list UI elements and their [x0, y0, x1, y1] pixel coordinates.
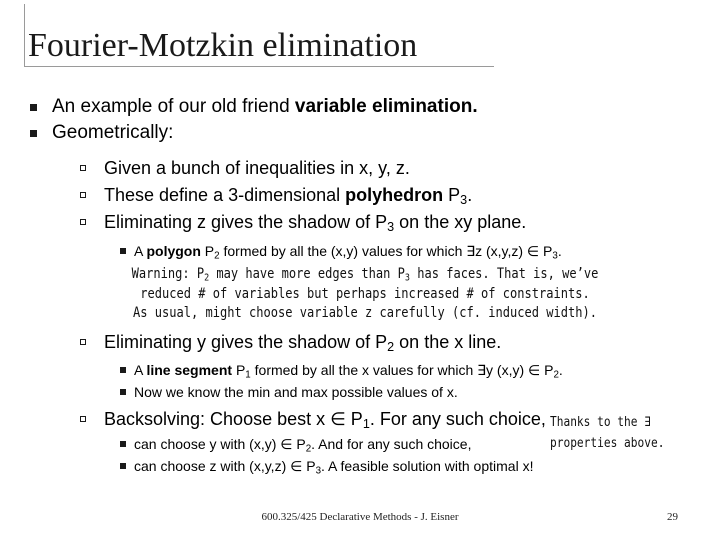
bullet-variable-elimination: An example of our old friend variable elimination. [52, 96, 478, 117]
bullet-inequalities: Given a bunch of inequalities in x, y, z. [104, 158, 410, 178]
bullet-polygon: A polygon $P_2$ formed by all the (x,y) values for which ∃z (x,y,z) ∈ $P_3$. [134, 243, 562, 262]
bullet-min-max: Now we know the min and max possible values of x. [134, 384, 458, 400]
hollow-square-bullet-icon [80, 416, 86, 422]
bullet-square-icon [120, 389, 126, 395]
bullet-square-icon [30, 130, 37, 137]
side-note-line-1: Thanks to the ∃ [550, 415, 651, 430]
bullet-square-icon [120, 463, 126, 469]
bullet-square-icon [120, 441, 126, 447]
bullet-square-icon [30, 104, 37, 111]
bullet-eliminating-z: Eliminating z gives the shadow of $P_3$ on the xy plane. [104, 212, 527, 235]
warning-note-line-2: reduced # of variables but perhaps increased # of constraints. [140, 286, 590, 302]
title-rule-vertical [24, 4, 25, 66]
page-number: 29 [667, 511, 678, 523]
bullet-polyhedron: These define a 3-dimensional polyhedron $P_3$. [104, 185, 473, 208]
bullet-square-icon [120, 367, 126, 373]
hollow-square-bullet-icon [80, 219, 86, 225]
hollow-square-bullet-icon [80, 192, 86, 198]
slide-title: Fourier-Motzkin elimination [28, 27, 418, 64]
warning-note-line-3: As usual, might choose variable z carefully (cf. induced width). [133, 305, 597, 321]
bullet-geometrically: Geometrically: [52, 122, 174, 143]
hollow-square-bullet-icon [80, 339, 86, 345]
bullet-eliminating-y: Eliminating y gives the shadow of $P_2$ on the x line. [104, 332, 502, 355]
side-note-line-2: properties above. [550, 436, 665, 451]
bullet-square-icon [120, 248, 126, 254]
title-rule-horizontal [24, 66, 494, 67]
hollow-square-bullet-icon [80, 165, 86, 171]
warning-note-line-1: Warning: $P_2$ may have more edges than $P_3$ has faces. That is, we’ve [131, 266, 599, 284]
bullet-choose-y: can choose y with (x,y) ∈ $P_2$. And for any such choice, [134, 436, 472, 455]
bullet-line-segment: A line segment $P_1$ formed by all the x values for which ∃y (x,y) ∈ $P_2$. [134, 362, 563, 381]
bullet-choose-z: can choose z with (x,y,z) ∈ $P_3$. A feasible solution with optimal x! [134, 458, 534, 477]
footer-course-label: 600.325/425 Declarative Methods - J. Eisner [261, 511, 459, 523]
bullet-backsolving: Backsolving: Choose best x ∈ $P_1$. For any such choice, [104, 409, 546, 432]
